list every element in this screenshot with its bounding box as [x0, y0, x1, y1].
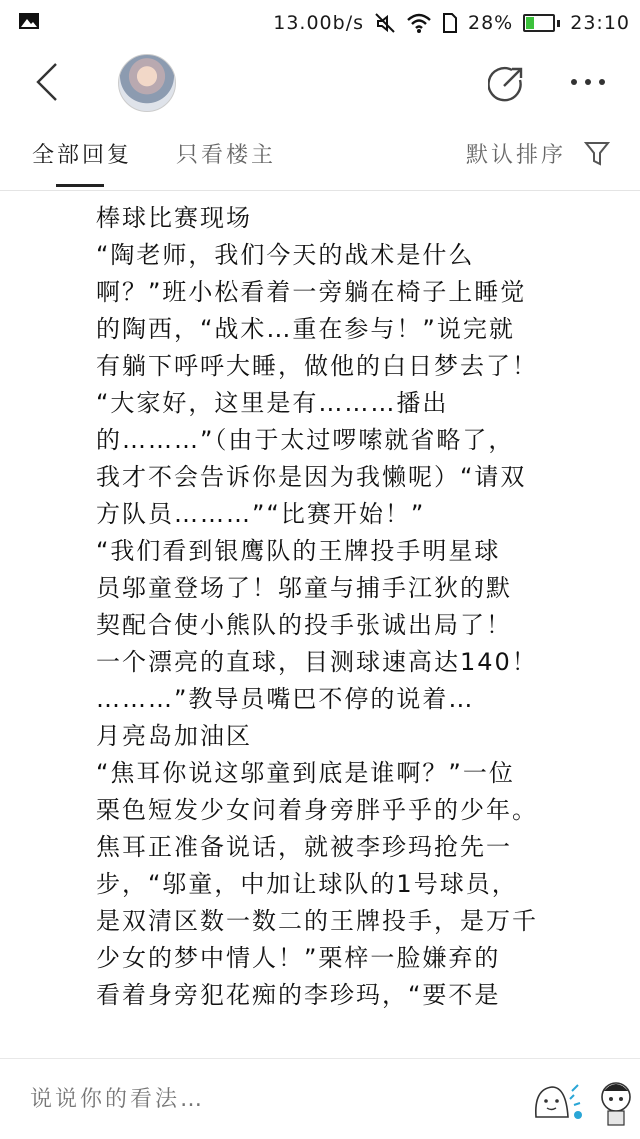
- gallery-icon: [18, 12, 40, 30]
- filter-icon[interactable]: [584, 140, 610, 168]
- comment-bar: [0, 1058, 640, 1139]
- paragraph: “焦耳你说这邬童到底是谁啊？”一位 栗色短发少女问着身旁胖乎乎的少年。 焦耳正准备说话，就被李珍玛抢先一 步，“邬童，中加让球队的1号球员， 是双清区数一数二的王牌投手，是万千 少女的梦中情人！”栗梓一脸嫌弃的 看着身旁犯花痴的李珍玛，“要不是: [96, 759, 538, 1009]
- more-dots-icon[interactable]: [568, 72, 608, 92]
- sticker-icon[interactable]: [596, 1077, 636, 1129]
- sim-icon: [442, 12, 458, 34]
- share-arrow-icon[interactable]: [488, 64, 526, 102]
- wifi-icon: [406, 12, 432, 34]
- network-speed: 13.00b/s: [273, 12, 364, 34]
- avatar[interactable]: [118, 54, 176, 112]
- battery-percent: 28%: [468, 12, 514, 34]
- comment-input[interactable]: [30, 1081, 430, 1117]
- mute-icon: [374, 12, 396, 34]
- paragraph: “陶老师，我们今天的战术是什么 啊？”班小松看着一旁躺在椅子上睡觉 的陶西，“战术…重在参与！”说完就 有躺下呼呼大睡，做他的白日梦去了！: [96, 241, 538, 380]
- paragraph: 棒球比赛现场: [96, 204, 252, 232]
- back-button[interactable]: [28, 60, 68, 104]
- header: [0, 46, 640, 124]
- tab-owner-only[interactable]: 只看楼主: [176, 143, 277, 168]
- clock: 23:10: [570, 12, 630, 34]
- battery-icon: [523, 14, 560, 32]
- sort-button[interactable]: 默认排序: [466, 143, 567, 168]
- paragraph: 月亮岛加油区: [96, 722, 252, 750]
- paragraph: “我们看到银鹰队的王牌投手明星球 员邬童登场了！邬童与捕手江狄的默 契配合使小熊队的投手张诚出局了！ 一个漂亮的直球，目测球速高达140！ ………”教导员嘴巴不停的说着…: [96, 537, 538, 713]
- post-content: [0, 192, 640, 1056]
- tab-all-replies[interactable]: 全部回复: [32, 143, 133, 168]
- paragraph: “大家好，这里是有………播出 的………”（由于太过啰嗦就省略了， 我才不会告诉你是因为我懒呢）“请双 方队员………”“比赛开始！”: [96, 389, 527, 528]
- active-tab-indicator: [56, 184, 104, 187]
- status-bar: [0, 0, 640, 46]
- emoji-sticker-icon[interactable]: [530, 1077, 588, 1123]
- reply-tabs: [0, 128, 640, 191]
